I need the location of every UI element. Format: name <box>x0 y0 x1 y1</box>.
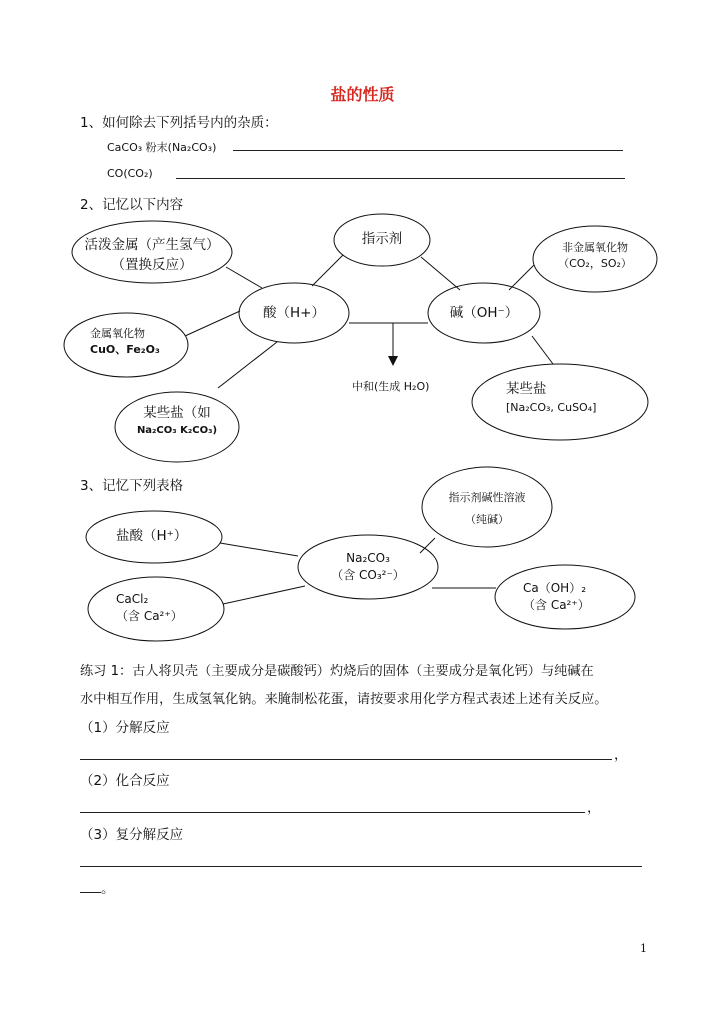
node-salt-right-line1: 某些盐 <box>506 381 547 397</box>
page-number: 1 <box>640 942 647 955</box>
node-cacl2-line1: CaCl₂ <box>116 592 149 606</box>
node-indicator-alkaline <box>422 490 552 528</box>
node-active-metal-line2: （置换反应） <box>111 256 193 273</box>
arrow-head <box>388 356 398 366</box>
answer-line-3[interactable] <box>80 866 642 867</box>
answer-line-2[interactable] <box>80 812 585 813</box>
q1-heading: 1、如何除去下列括号内的杂质： <box>80 115 278 131</box>
q1-item1-label: CaCO₃ 粉末(Na₂CO₃) <box>107 141 217 154</box>
node-salt-left-line1: 某些盐（如 <box>143 405 211 421</box>
node-indicator: 指示剂 <box>361 231 403 247</box>
node-metal-oxide-line1: 金属氧化物 <box>90 327 145 340</box>
node-indicator-alkaline-line1: 指示剂碱性溶液 <box>448 491 526 504</box>
node-acid: 酸（H+） <box>263 305 325 321</box>
end-mark: 。 <box>101 881 115 897</box>
node-caoh2-line2: （含 Ca²⁺） <box>523 598 590 613</box>
exercise-sub1: （1）分解反应 <box>80 720 170 736</box>
node-hcl: 盐酸（H⁺） <box>116 528 188 544</box>
exercise-line1: 练习 1：古人将贝壳（主要成分是碳酸钙）灼烧后的固体（主要成分是氧化钙）与纯碱在 <box>80 664 594 679</box>
exercise-line2: 水中相互作用，生成氢氧化钠。来腌制松花蛋，请按要求用化学方程式表述上述有关反应。 <box>80 692 608 707</box>
node-base: 碱（OH⁻） <box>449 305 519 321</box>
node-active-metal <box>72 236 232 275</box>
q3-heading: 3、记忆下列表格 <box>80 478 184 494</box>
node-cacl2-line2: （含 Ca²⁺） <box>116 609 183 624</box>
q2-heading: 2、记忆以下内容 <box>80 197 184 213</box>
node-nonmetal-oxide <box>533 240 657 272</box>
node-na2co3 <box>298 550 438 585</box>
answer-line-1[interactable] <box>80 759 612 760</box>
q1-item2-label: CO(CO₂) <box>107 167 153 180</box>
exercise-sub3: （3）复分解反应 <box>80 827 184 843</box>
node-metal-oxide <box>64 326 188 358</box>
node-nonmetal-oxide-line2: （CO₂，SO₂） <box>558 256 632 270</box>
node-active-metal-line1: 活泼金属（产生氢气） <box>84 237 220 253</box>
node-caoh2-line1: Ca（OH）₂ <box>523 581 587 595</box>
node-salt-right <box>472 380 648 416</box>
exercise-sub2: （2）化合反应 <box>80 773 170 789</box>
neutralization-label: 中和(生成 H₂O) <box>352 380 430 393</box>
node-cacl2 <box>88 591 224 626</box>
node-metal-oxide-line2: CuO、Fe₂O₃ <box>90 342 160 356</box>
answer-line-3-continued[interactable] <box>80 892 101 893</box>
comma-2: ， <box>587 800 601 816</box>
node-na2co3-line1: Na₂CO₃ <box>346 551 390 565</box>
page-title: 盐的性质 <box>330 85 395 104</box>
node-salt-right-line2: [Na₂CO₃, CuSO₄] <box>506 400 597 414</box>
node-indicator-alkaline-line2: （纯碱） <box>465 512 509 526</box>
node-salt-left <box>115 404 239 438</box>
node-nonmetal-oxide-line1: 非金属氧化物 <box>562 241 628 254</box>
node-caoh2 <box>495 580 635 615</box>
node-salt-left-line2: Na₂CO₃ K₂CO₃) <box>136 424 218 436</box>
node-na2co3-line2: （含 CO₃²⁻） <box>331 568 405 583</box>
comma-1: ， <box>614 747 628 763</box>
